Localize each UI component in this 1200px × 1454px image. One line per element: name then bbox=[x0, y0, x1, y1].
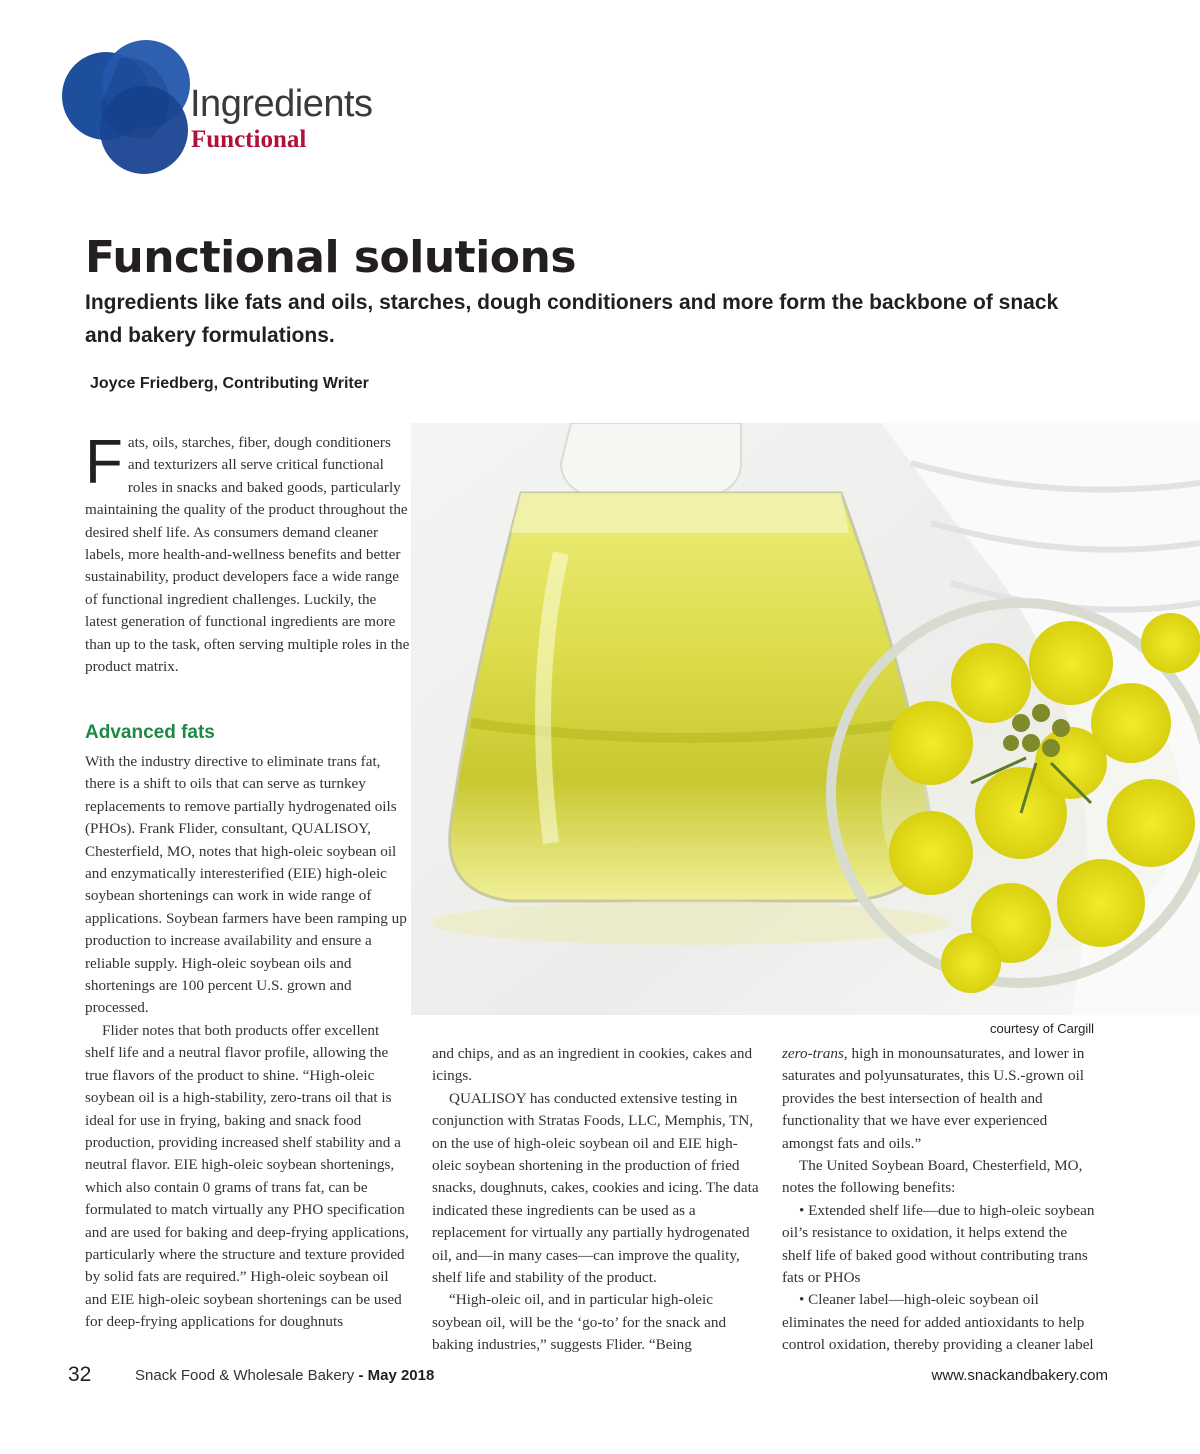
paragraph: With the industry directive to eliminate trans fat, there is a shift to oils that can serve as turnkey replacements to remove partially hydrogenated oils (PHOs). Frank Flider, consultant, QUALISOY, Chesterfield, MO, notes that high-oleic soybean oil and enzymatically interesterified (EIE) high-oleic soybean shortenings can work in wide range of applications. Soybean farmers have been ramping up production to increase availability and ensure a reliable supply. High-oleic soybean oils and shortenings are 100 percent U.S. grown and processed. bbox=[85, 753, 407, 1017]
page-footer bbox=[68, 1362, 1118, 1390]
website-url[interactable]: www.snackandbakery.com bbox=[931, 1367, 1108, 1384]
article-byline: Joyce Friedberg, Contributing Writer bbox=[90, 375, 369, 392]
drop-cap: F bbox=[85, 428, 123, 497]
bullet-item: • Extended shelf life—due to high-oleic soybean oil’s resistance to oxidation, it helps extend the shelf life of baked good without contributing trans fats or PHOs bbox=[782, 1201, 1095, 1287]
article-title: Functional solutions bbox=[85, 232, 577, 283]
paragraph bbox=[782, 1043, 1098, 1155]
article-deck: Ingredients like fats and oils, starches, dough conditioners and more form the backbone of snack and bakery formulations. bbox=[85, 291, 1059, 347]
column-2 bbox=[432, 1043, 760, 1357]
paragraph: Flider notes that both products offer excellent shelf life and a neutral flavor profile, allowing the true flavors of the product to shine. “High-oleic soybean oil is a high-stability, zero-trans oil that is ideal for use in frying, baking and snack food production, providing increased shelf stability and a neutral flavor. EIE high-oleic soybean shortenings, which also contain 0 grams of trans fat, can be formulated to match virtually any PHO specification and are used for baking and deep-frying applications, particularly where the structure and texture provided by solid fats are required.” High-oleic soybean oil and EIE high-oleic soybean shortenings can be used for deep-frying applications for doughnuts bbox=[85, 1021, 409, 1331]
subheading: Advanced fats bbox=[85, 722, 215, 743]
intro-paragraph bbox=[85, 428, 411, 678]
oil-flask-photo bbox=[411, 423, 1200, 1015]
paragraph: The United Soybean Board, Chesterfield, MO, notes the following benefits: bbox=[782, 1157, 1083, 1197]
publication-info bbox=[135, 1365, 434, 1387]
publication-name: Snack Food & Wholesale Bakery bbox=[135, 1367, 355, 1384]
page-number: 32 bbox=[68, 1363, 92, 1386]
italic-text: zero-trans, bbox=[782, 1045, 848, 1062]
section-subtitle: Functional bbox=[191, 126, 307, 153]
column-3 bbox=[782, 1043, 1098, 1357]
issue-date: - May 2018 bbox=[354, 1367, 435, 1384]
intro-text: ats, oils, starches, fiber, dough conditioners and texturizers all serve critical functional roles in snacks and baked goods, particularly maintaining the quality of the product throughout the desired shelf life. As consumers demand cleaner labels, more health-and-wellness benefits and better sustainability, product developers face a wide range of functional ingredient challenges. Luckily, the latest generation of functional ingredients are more than up to the task, often serving multiple roles in the product matrix. bbox=[85, 434, 410, 676]
section-title: Ingredients bbox=[190, 83, 373, 125]
bullet-item: • Cleaner label—high-oleic soybean oil eliminates the need for added antioxidants to help control oxidation, thereby providing a cleaner label bbox=[782, 1291, 1094, 1354]
paragraph-text: high in monounsaturates, and lower in saturates and polyunsaturates, this U.S.-grown oil provides the best intersection of health and functionality that we have ever experienced amongst fats and oils.” bbox=[782, 1045, 1085, 1152]
photo-credit: courtesy of Cargill bbox=[990, 1021, 1095, 1036]
column-1 bbox=[85, 751, 411, 1334]
paragraph: and chips, and as an ingredient in cookies, cakes and icings. bbox=[432, 1045, 753, 1085]
paragraph: “High-oleic oil, and in particular high-oleic soybean oil, will be the ‘go-to’ for the snack and baking industries,” suggests Flider. “Being bbox=[432, 1291, 727, 1354]
paragraph: QUALISOY has conducted extensive testing in conjunction with Stratas Foods, LLC, Memphis, TN, on the use of high-oleic soybean oil and EIE high-oleic soybean shortening in the production of fried snacks, doughnuts, cakes, cookies and icing. The data indicated these ingredients can be used as a replacement for virtually any partially hydrogenated oil, and—in many cases—can improve the quality, shelf life and stability of the product. bbox=[432, 1089, 759, 1287]
